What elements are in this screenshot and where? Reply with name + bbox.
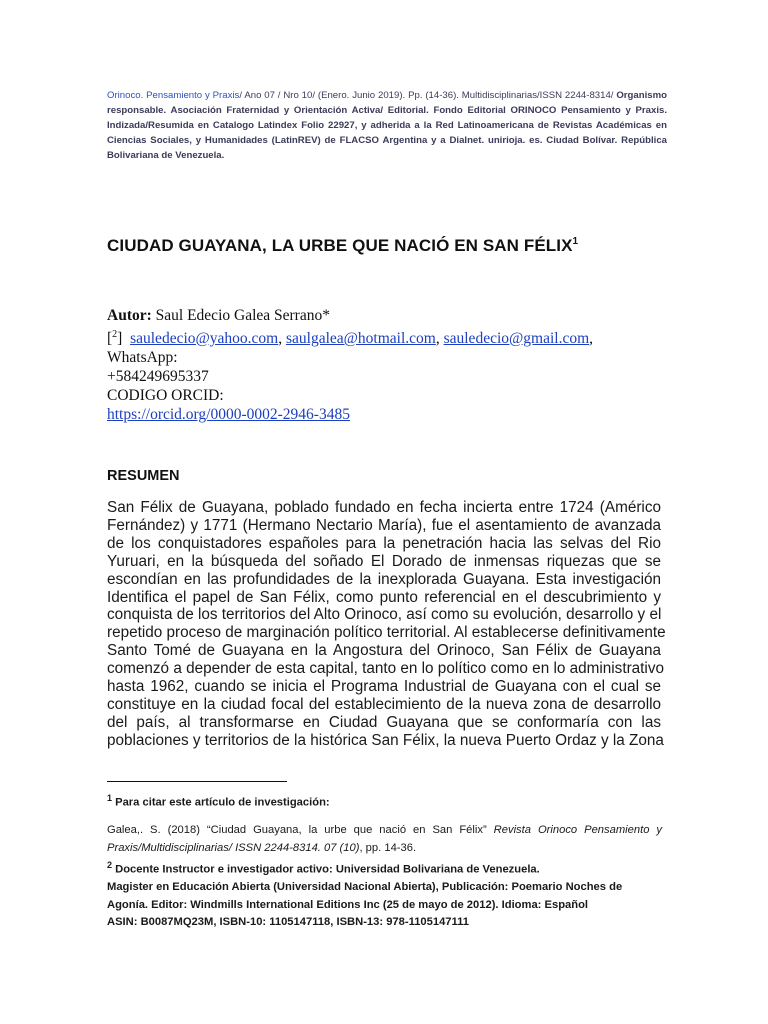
footnote-2-line-4: ASIN: B0087MQ23M, ISBN-10: 1105147118, ISBN-13: 978-1105147111 — [107, 916, 469, 929]
ref-open: [ — [107, 330, 113, 348]
abstract-line: Fernández) y 1771 (Hermano Nectario María), fue el asentamiento de avanzada — [107, 516, 661, 534]
footnote-separator — [107, 781, 287, 782]
abstract-line: Santo Tomé de Guayana en la Angostura del Orinoco, San Félix de Guayana — [107, 642, 661, 660]
ref-close: ] — [117, 330, 123, 348]
author-name: Saul Edecio Galea Serrano* — [155, 307, 330, 324]
abstract-line: comenzó a depender de esta capital, tanto en lo político como en lo administrativo — [107, 660, 664, 678]
orcid-link[interactable]: https://orcid.org/0000-0002-2946-3485 — [107, 406, 350, 424]
phone-number: +584249695337 — [107, 368, 209, 386]
abstract-line: hasta 1962, cuando se inicia el Programa Industrial de Guayana con el cual se — [107, 678, 661, 696]
abstract-line: conquista de los territorios del Alto Orinoco, así como su evolución, desarrollo y el — [107, 606, 662, 624]
footnotes — [107, 790, 662, 932]
abstract-line: San Félix de Guayana, poblado fundado en fecha incierta entre 1724 (Américo — [107, 499, 661, 516]
indexing-line-2: y Humanidades (LatinREV) de FLACSO Argentina y a Dialnet. unirioja. es. Ciudad Bolívar. República Bolivariana de Venezuela. — [107, 135, 667, 161]
article-title — [107, 236, 707, 256]
abstract-line: de los conquistadores españoles para la penetración hacia las selvas del Rio — [107, 534, 661, 552]
abstract-line: repetido proceso de marginación político territorial. Al establecerse definitivamente — [107, 624, 666, 642]
citation-authors: Galea,. S. (2018) “Ciudad Guayana, la urbe que nació en San Félix” — [107, 824, 487, 837]
abstract-line: del país, al transformarse en Ciudad Guayana que se conformaría con las — [107, 713, 661, 731]
citation-pages: , pp. 14-36. — [359, 841, 417, 854]
author-block: Autor: Saul Edecio Galea Serrano* [$^2$] sauledecio@yahoo.com, saulgalea@hotmail.com, sauledecio@gmail.com, WhatsApp: +584249695337 CODIGO ORCID: https://orcid.org/0000-0002-2946-3485 — [107, 306, 667, 424]
footnote-2-line-3: Agonía. Editor: Windmills International Editions Inc (25 de mayo de 2012). Idioma: Español — [107, 898, 589, 911]
footnote-1-mark: 1 — [107, 793, 113, 803]
abstract-line: constituye en la ciudad focal del establecimiento de la nueva zona de desarrollo — [107, 695, 661, 713]
abstract-paragraph — [107, 499, 666, 750]
citation-journal: Revista Orinoco Pensamiento y Praxis/Multidisciplinarias/ ISSN 2244-8314. 07 (10) — [107, 824, 662, 854]
author-label: Autor: — [107, 307, 152, 324]
resumen-heading: RESUMEN — [107, 468, 180, 484]
abstract-line: Identifica el papel de San Félix, como punto referencial en el descubrimiento y — [107, 588, 661, 606]
article-title-text: CIUDAD GUAYANA, LA URBE QUE NACIÓ EN SAN FÉLIX — [107, 236, 573, 255]
abstract-line: escondían en las profundidades de la inexplorada Guayana. Esta investigación — [107, 570, 661, 588]
author-footnote-mark: 2 — [112, 329, 118, 340]
email-link-yahoo[interactable]: sauledecio@yahoo.com — [130, 330, 279, 348]
journal-name: Orinoco. Pensamiento y Praxis — [107, 90, 240, 101]
whatsapp-label: , WhatsApp: — [107, 330, 594, 367]
abstract-line: Yuruari, en la búsqueda del soñado El Dorado de inmensas riquezas que se — [107, 552, 661, 570]
indexing-line: Indizada/Resumida en Catalogo Latindex Folio 22927, y adherida a la Red Latinoamericana de Revistas Académicas en Ciencias Sociales, — [107, 120, 667, 146]
footnote-2-line-1: Docente Instructor e investigador activo: Universidad Bolivariana de Venezuela. — [115, 863, 540, 876]
footnote-2-line-2: Magister en Educación Abierta (Universidad Nacional Abierta), Publicación: Poemario Noches de — [107, 881, 623, 894]
orcid-label: CODIGO ORCID: — [107, 387, 224, 405]
title-footnote-mark: 1 — [572, 236, 579, 247]
email-link-hotmail[interactable]: saulgalea@hotmail.com — [285, 330, 436, 348]
abstract-line: poblaciones y territorios de la histórica San Félix, la nueva Puerto Ordaz y la Zona — [107, 731, 664, 749]
email-link-gmail[interactable]: sauledecio@gmail.com — [443, 330, 590, 348]
issue-info: / Ano 07 / Nro 10/ (Enero. Junio 2019). Pp. (14-36). Multidisciplinarias/ISSN 2244-8314/ — [239, 90, 614, 101]
footnote-1-text — [107, 822, 662, 857]
footnote-2-mark: 2 — [107, 860, 113, 871]
organism-line: Organismo responsable. Asociación Fraternidad y Orientación Activa/ Editorial. Fondo Editorial ORINOCO Pensamiento y Praxis. — [107, 90, 667, 116]
journal-citation-header — [107, 88, 667, 163]
footnote-1-heading: Para citar este artículo de investigación: — [115, 796, 330, 809]
